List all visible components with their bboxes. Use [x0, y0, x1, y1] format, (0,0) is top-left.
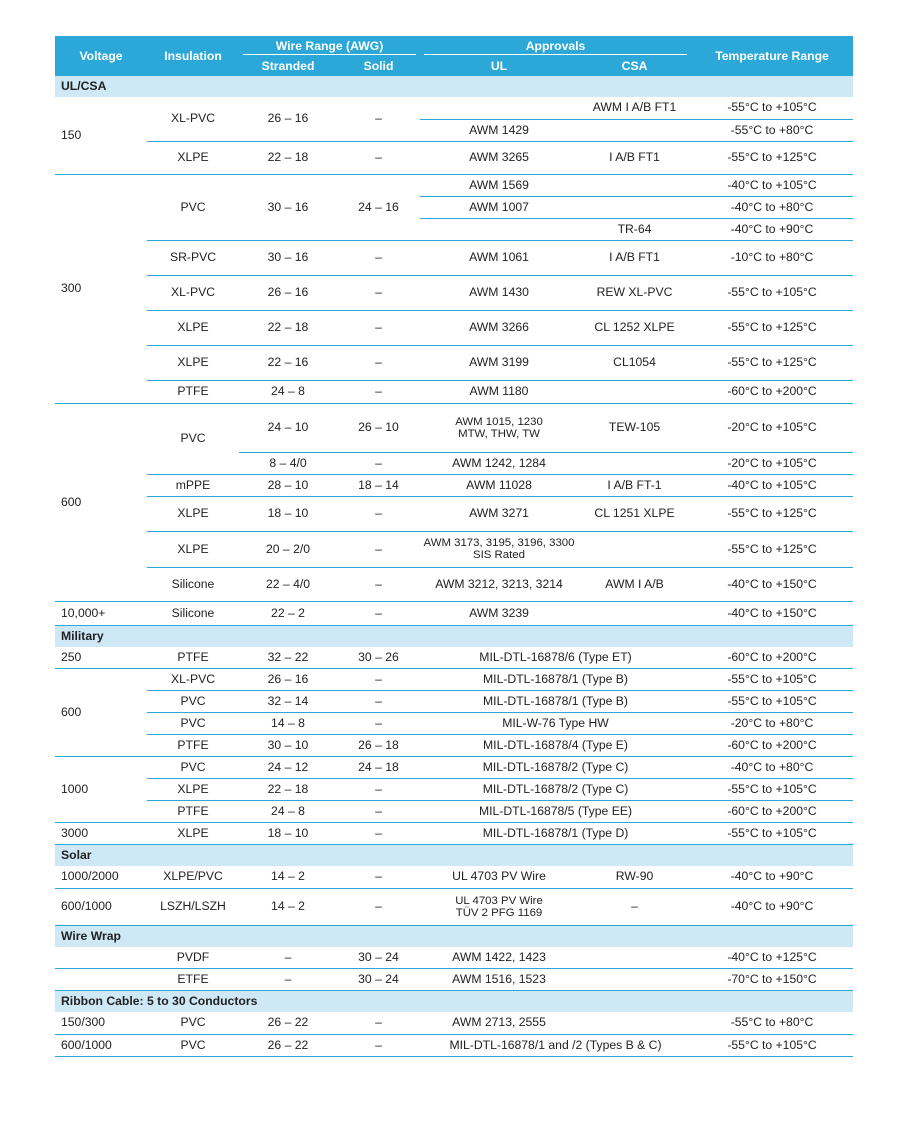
header-stranded: Stranded [239, 55, 337, 76]
temperature-cell: -60°C to +200°C [691, 735, 853, 757]
mil-spec-cell: MIL-DTL-16878/5 (Type EE) [420, 801, 691, 823]
table-row [55, 866, 853, 888]
insulation-cell: PVC [147, 691, 239, 713]
csa-cell [578, 196, 691, 218]
ul-cell: UL 4703 PV Wire [420, 866, 578, 888]
table-row [55, 969, 853, 991]
solid-cell: – [337, 888, 420, 925]
solid-cell: 30 – 24 [337, 969, 420, 991]
voltage-cell: 300 [55, 174, 147, 403]
stranded-cell: – [239, 969, 337, 991]
insulation-cell: XL-PVC [147, 97, 239, 141]
stranded-cell: 22 – 18 [239, 141, 337, 174]
csa-cell [578, 531, 691, 567]
ul-line-2: TÜV 2 PFG 1169 [455, 906, 543, 919]
stranded-cell: 30 – 16 [239, 174, 337, 240]
ul-cell [420, 97, 578, 119]
ul-cell: AWM 1061 [420, 240, 578, 275]
insulation-cell: PVC [147, 403, 239, 474]
voltage-cell [55, 947, 147, 969]
temperature-cell: -40°C to +90°C [691, 866, 853, 888]
insulation-cell: PVC [147, 757, 239, 779]
stranded-cell: 14 – 8 [239, 713, 337, 735]
csa-cell [578, 947, 691, 969]
mil-spec-cell: MIL-DTL-16878/1 (Type D) [420, 823, 691, 845]
stranded-cell: 26 – 16 [239, 275, 337, 310]
header-temperature: Temperature Range [691, 36, 853, 76]
voltage-cell: 1000/2000 [55, 866, 147, 888]
stranded-cell: 32 – 14 [239, 691, 337, 713]
csa-cell [578, 601, 691, 625]
ul-cell: AWM 2713, 2555 [420, 1012, 578, 1034]
stranded-cell: 8 – 4/0 [239, 452, 337, 474]
section-ribbon-cable: Ribbon Cable: 5 to 30 Conductors [55, 991, 853, 1013]
ul-line-2: SIS Rated [473, 549, 525, 561]
ul-cell: AWM 1422, 1423 [420, 947, 578, 969]
mil-spec-cell: MIL-DTL-16878/4 (Type E) [420, 735, 691, 757]
solid-cell: – [337, 310, 420, 345]
ul-cell: AWM 3266 [420, 310, 578, 345]
csa-cell [578, 1012, 691, 1034]
table-row [55, 691, 853, 713]
mil-spec-cell: MIL-W-76 Type HW [420, 713, 691, 735]
table-row [55, 947, 853, 969]
solid-cell: – [337, 779, 420, 801]
stranded-cell: 30 – 10 [239, 735, 337, 757]
solid-cell: – [337, 141, 420, 174]
voltage-cell: 600 [55, 403, 147, 601]
ul-cell: AWM 11028 [420, 474, 578, 496]
temperature-cell: -40°C to +105°C [691, 474, 853, 496]
voltage-cell: 10,000+ [55, 601, 147, 625]
solid-cell: 30 – 26 [337, 647, 420, 669]
temperature-cell: -40°C to +105°C [691, 174, 853, 196]
stranded-cell: 24 – 8 [239, 380, 337, 403]
temperature-cell: -55°C to +125°C [691, 345, 853, 380]
ul-cell: AWM 3239 [420, 601, 578, 625]
csa-cell: CL 1252 XLPE [578, 310, 691, 345]
table-body [55, 76, 853, 1056]
temperature-cell: -40°C to +90°C [691, 888, 853, 925]
insulation-cell: PVC [147, 1012, 239, 1034]
header-voltage: Voltage [55, 36, 147, 76]
csa-cell: TR-64 [578, 218, 691, 240]
insulation-cell: PVDF [147, 947, 239, 969]
csa-cell: – [578, 888, 691, 925]
table-row [55, 310, 853, 345]
voltage-cell: 150/300 [55, 1012, 147, 1034]
temperature-cell: -20°C to +105°C [691, 403, 853, 452]
header-approvals [420, 36, 691, 55]
ul-cell: AWM 1569 [420, 174, 578, 196]
table-row [55, 757, 853, 779]
mil-spec-cell: MIL-DTL-16878/2 (Type C) [420, 757, 691, 779]
voltage-cell: 600/1000 [55, 1034, 147, 1056]
csa-cell [578, 452, 691, 474]
temperature-cell: -20°C to +80°C [691, 713, 853, 735]
ul-cell [420, 218, 578, 240]
section-solar: Solar [55, 845, 853, 867]
temperature-cell: -55°C to +105°C [691, 823, 853, 845]
section-ul-csa: UL/CSA [55, 76, 853, 97]
insulation-cell: PTFE [147, 380, 239, 403]
table-row [55, 601, 853, 625]
ul-cell: AWM 1180 [420, 380, 578, 403]
stranded-cell: 18 – 10 [239, 496, 337, 531]
table-row [55, 531, 853, 567]
stranded-cell: 14 – 2 [239, 866, 337, 888]
temperature-cell: -55°C to +125°C [691, 141, 853, 174]
insulation-cell: XLPE [147, 496, 239, 531]
csa-cell: AWM I A/B [578, 567, 691, 601]
stranded-cell: 22 – 4/0 [239, 567, 337, 601]
wire-spec-table [55, 36, 853, 1057]
ul-cell: AWM 1007 [420, 196, 578, 218]
insulation-cell: XLPE [147, 823, 239, 845]
temperature-cell: -55°C to +80°C [691, 1012, 853, 1034]
table-row [55, 713, 853, 735]
stranded-cell: 18 – 10 [239, 823, 337, 845]
solid-cell: 18 – 14 [337, 474, 420, 496]
table-row [55, 735, 853, 757]
csa-cell [578, 174, 691, 196]
table-row [55, 474, 853, 496]
stranded-cell: – [239, 947, 337, 969]
header-wire-range-label: Wire Range (AWG) [275, 38, 384, 53]
insulation-cell: XL-PVC [147, 669, 239, 691]
solid-cell: – [337, 691, 420, 713]
temperature-cell: -40°C to +125°C [691, 947, 853, 969]
solid-cell: – [337, 601, 420, 625]
mil-spec-cell: MIL-DTL-16878/2 (Type C) [420, 779, 691, 801]
voltage-cell [55, 969, 147, 991]
table-header [55, 36, 853, 76]
voltage-cell: 150 [55, 97, 147, 174]
stranded-cell: 28 – 10 [239, 474, 337, 496]
stranded-cell: 22 – 16 [239, 345, 337, 380]
csa-cell [578, 380, 691, 403]
insulation-cell: PVC [147, 1034, 239, 1056]
mil-spec-cell: MIL-DTL-16878/1 and /2 (Types B & C) [420, 1034, 691, 1056]
table-row [55, 275, 853, 310]
ul-cell: AWM 1242, 1284 [420, 452, 578, 474]
table-row [55, 1034, 853, 1056]
insulation-cell: Silicone [147, 601, 239, 625]
header-wire-range [239, 36, 420, 55]
insulation-cell: XLPE [147, 531, 239, 567]
insulation-cell: LSZH/LSZH [147, 888, 239, 925]
temperature-cell: -40°C to +80°C [691, 757, 853, 779]
temperature-cell: -55°C to +105°C [691, 779, 853, 801]
table-row [55, 801, 853, 823]
temperature-cell: -10°C to +80°C [691, 240, 853, 275]
ul-cell [420, 403, 578, 452]
insulation-cell: XLPE/PVC [147, 866, 239, 888]
csa-cell: I A/B FT1 [578, 141, 691, 174]
solid-cell: – [337, 345, 420, 380]
temperature-cell: -55°C to +125°C [691, 531, 853, 567]
insulation-cell: XLPE [147, 345, 239, 380]
voltage-cell: 3000 [55, 823, 147, 845]
insulation-cell: XLPE [147, 310, 239, 345]
insulation-cell: PVC [147, 713, 239, 735]
insulation-cell: PTFE [147, 801, 239, 823]
stranded-cell: 24 – 8 [239, 801, 337, 823]
solid-cell: – [337, 531, 420, 567]
csa-cell [578, 969, 691, 991]
insulation-cell: XL-PVC [147, 275, 239, 310]
temperature-cell: -40°C to +150°C [691, 601, 853, 625]
stranded-cell: 22 – 18 [239, 310, 337, 345]
stranded-cell: 26 – 22 [239, 1034, 337, 1056]
insulation-cell: ETFE [147, 969, 239, 991]
insulation-cell: PTFE [147, 647, 239, 669]
insulation-cell: mPPE [147, 474, 239, 496]
stranded-cell: 14 – 2 [239, 888, 337, 925]
section-wire-wrap: Wire Wrap [55, 925, 853, 947]
temperature-cell: -55°C to +105°C [691, 275, 853, 310]
solid-cell: – [337, 567, 420, 601]
temperature-cell: -55°C to +105°C [691, 691, 853, 713]
table-row [55, 380, 853, 403]
solid-cell: – [337, 713, 420, 735]
solid-cell: – [337, 240, 420, 275]
stranded-cell: 26 – 16 [239, 97, 337, 141]
mil-spec-cell: MIL-DTL-16878/1 (Type B) [420, 691, 691, 713]
table-row [55, 240, 853, 275]
ul-cell [420, 531, 578, 567]
temperature-cell: -60°C to +200°C [691, 380, 853, 403]
ul-cell: AWM 1429 [420, 119, 578, 141]
temperature-cell: -55°C to +125°C [691, 496, 853, 531]
solid-cell: – [337, 1034, 420, 1056]
ul-line-2: MTW, THW, TW [458, 427, 540, 440]
solid-cell: – [337, 1012, 420, 1034]
ul-cell: AWM 3265 [420, 141, 578, 174]
temperature-cell: -40°C to +80°C [691, 196, 853, 218]
table-row [55, 888, 853, 925]
table-row [55, 567, 853, 601]
temperature-cell: -55°C to +105°C [691, 1034, 853, 1056]
csa-cell [578, 119, 691, 141]
mil-spec-cell: MIL-DTL-16878/1 (Type B) [420, 669, 691, 691]
csa-cell: TEW-105 [578, 403, 691, 452]
table-row [55, 496, 853, 531]
ul-cell: AWM 1430 [420, 275, 578, 310]
csa-cell: AWM I A/B FT1 [578, 97, 691, 119]
temperature-cell: -55°C to +105°C [691, 97, 853, 119]
stranded-cell: 26 – 16 [239, 669, 337, 691]
insulation-cell: PVC [147, 174, 239, 240]
solid-cell: – [337, 380, 420, 403]
solid-cell: 26 – 10 [337, 403, 420, 452]
ul-cell: AWM 3199 [420, 345, 578, 380]
insulation-cell: XLPE [147, 779, 239, 801]
header-insulation: Insulation [147, 36, 239, 76]
ul-line-1: AWM 1015, 1230 [455, 415, 543, 428]
solid-cell: – [337, 669, 420, 691]
solid-cell: 26 – 18 [337, 735, 420, 757]
voltage-cell: 600 [55, 669, 147, 757]
temperature-cell: -60°C to +200°C [691, 801, 853, 823]
header-csa: CSA [578, 55, 691, 76]
solid-cell: – [337, 866, 420, 888]
temperature-cell: -55°C to +80°C [691, 119, 853, 141]
ul-cell: AWM 3212, 3213, 3214 [420, 567, 578, 601]
csa-cell: I A/B FT1 [578, 240, 691, 275]
solid-cell: 30 – 24 [337, 947, 420, 969]
table-row [55, 345, 853, 380]
table-row [55, 97, 853, 119]
temperature-cell: -60°C to +200°C [691, 647, 853, 669]
table-row [55, 141, 853, 174]
voltage-cell: 1000 [55, 757, 147, 823]
header-approvals-label: Approvals [525, 38, 586, 53]
csa-cell: CL1054 [578, 345, 691, 380]
solid-cell: 24 – 18 [337, 757, 420, 779]
table-row [55, 647, 853, 669]
stranded-cell: 22 – 18 [239, 779, 337, 801]
header-ul: UL [420, 55, 578, 76]
temperature-cell: -40°C to +150°C [691, 567, 853, 601]
solid-cell: – [337, 452, 420, 474]
section-military: Military [55, 625, 853, 647]
ul-line-1: AWM 3173, 3195, 3196, 3300 [423, 537, 575, 549]
stranded-cell: 32 – 22 [239, 647, 337, 669]
temperature-cell: -40°C to +90°C [691, 218, 853, 240]
table-row [55, 779, 853, 801]
mil-spec-cell: MIL-DTL-16878/6 (Type ET) [420, 647, 691, 669]
ul-cell: AWM 3271 [420, 496, 578, 531]
csa-cell: RW-90 [578, 866, 691, 888]
voltage-cell: 250 [55, 647, 147, 669]
csa-cell: I A/B FT-1 [578, 474, 691, 496]
solid-cell: 24 – 16 [337, 174, 420, 240]
csa-cell: CL 1251 XLPE [578, 496, 691, 531]
table-row [55, 823, 853, 845]
table-row [55, 174, 853, 196]
stranded-cell: 30 – 16 [239, 240, 337, 275]
stranded-cell: 24 – 12 [239, 757, 337, 779]
insulation-cell: XLPE [147, 141, 239, 174]
solid-cell: – [337, 97, 420, 141]
table-row [55, 669, 853, 691]
table-row [55, 1012, 853, 1034]
ul-cell [420, 888, 578, 925]
stranded-cell: 22 – 2 [239, 601, 337, 625]
insulation-cell: SR-PVC [147, 240, 239, 275]
spec-table-container [55, 36, 853, 1057]
insulation-cell: PTFE [147, 735, 239, 757]
solid-cell: – [337, 801, 420, 823]
temperature-cell: -70°C to +150°C [691, 969, 853, 991]
temperature-cell: -55°C to +105°C [691, 669, 853, 691]
solid-cell: – [337, 496, 420, 531]
stranded-cell: 24 – 10 [239, 403, 337, 452]
csa-cell: REW XL-PVC [578, 275, 691, 310]
ul-line-1: UL 4703 PV Wire [455, 894, 543, 907]
insulation-cell: Silicone [147, 567, 239, 601]
voltage-cell: 600/1000 [55, 888, 147, 925]
header-solid: Solid [337, 55, 420, 76]
temperature-cell: -55°C to +125°C [691, 310, 853, 345]
ul-cell: AWM 1516, 1523 [420, 969, 578, 991]
stranded-cell: 26 – 22 [239, 1012, 337, 1034]
table-row [55, 403, 853, 452]
solid-cell: – [337, 275, 420, 310]
solid-cell: – [337, 823, 420, 845]
temperature-cell: -20°C to +105°C [691, 452, 853, 474]
stranded-cell: 20 – 2/0 [239, 531, 337, 567]
